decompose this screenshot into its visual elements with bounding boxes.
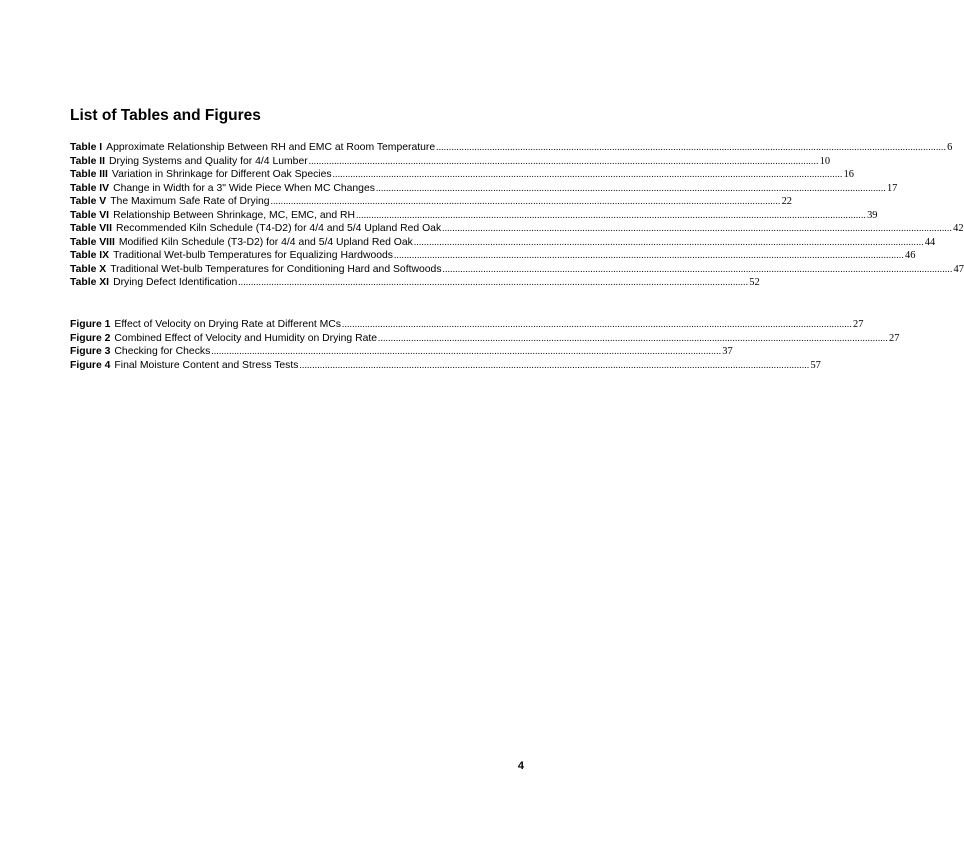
- toc-entry-page: 47: [953, 263, 964, 275]
- dot-leader: ........................................................................................................................................................................................................: [413, 236, 924, 247]
- toc-entry-page: 44: [924, 236, 936, 248]
- toc-entry-label: Table VIII: [70, 236, 115, 248]
- page-title: List of Tables and Figures: [70, 107, 261, 124]
- toc-entry-table-6: [70, 209, 878, 223]
- toc-entry-label: Figure 3: [70, 346, 111, 357]
- toc-entry-label: Table III: [70, 169, 108, 180]
- toc-entry-label: Table XI: [70, 277, 110, 288]
- toc-entry-title: Final Moisture Content and Stress Tests: [114, 359, 299, 371]
- dot-leader: ........................................................................................................................................................................................................: [442, 263, 953, 274]
- list-of-tables: [70, 141, 964, 290]
- toc-entry-label: Table V: [70, 196, 107, 207]
- toc-entry-title: Traditional Wet-bulb Temperatures for Conditioning Hard and Softwoods: [110, 263, 442, 275]
- dot-leader: ........................................................................................................................................................................................................: [299, 359, 810, 370]
- toc-entry-title: Effect of Velocity on Drying Rate at Different MCs: [114, 319, 342, 330]
- dot-leader: ........................................................................................................................................................................................................: [270, 196, 781, 206]
- toc-entry-label: Table II: [70, 155, 106, 167]
- toc-entry-table-4: [70, 182, 898, 196]
- toc-entry-page: 16: [843, 169, 854, 180]
- dot-leader: ........................................................................................................................................................................................................: [238, 277, 749, 287]
- dot-leader: ........................................................................................................................................................................................................: [375, 182, 886, 193]
- toc-entry-figure-4: [70, 359, 821, 373]
- toc-entry-page: 57: [810, 359, 821, 371]
- toc-entry-table-8: [70, 236, 936, 250]
- toc-entry-figure-3: [70, 345, 733, 359]
- toc-entry-page: 39: [867, 209, 878, 221]
- toc-entry-title: Drying Systems and Quality for 4/4 Lumber: [109, 155, 308, 167]
- toc-entry-page: 17: [886, 182, 898, 194]
- toc-entry-title: Approximate Relationship Between RH and EMC at Room Temperature: [106, 142, 436, 153]
- toc-entry-table-2: [70, 155, 831, 169]
- toc-entry-title: Traditional Wet-bulb Temperatures for Equalizing Hardwoods: [113, 250, 393, 261]
- toc-entry-page: 42: [953, 223, 964, 234]
- toc-entry-title: Relationship Between Shrinkage, MC, EMC, and RH: [113, 209, 356, 221]
- dot-leader: ........................................................................................................................................................................................................: [436, 142, 947, 152]
- dot-leader: ........................................................................................................................................................................................................: [442, 223, 953, 233]
- toc-entry-page: 52: [749, 277, 760, 288]
- toc-entry-label: Figure 4: [70, 359, 111, 371]
- toc-entry-label: Table I: [70, 142, 103, 153]
- toc-entry-page: 27: [853, 319, 864, 330]
- toc-entry-title: The Maximum Safe Rate of Drying: [110, 196, 270, 207]
- toc-entry-table-3: [70, 168, 854, 182]
- dot-leader: ........................................................................................................................................................................................................: [308, 155, 819, 166]
- toc-entry-label: Table VII: [70, 223, 112, 234]
- dot-leader: ........................................................................................................................................................................................................: [332, 169, 843, 179]
- toc-entry-title: Change in Width for a 3" Wide Piece When MC Changes: [113, 182, 375, 194]
- list-of-figures: [70, 318, 900, 372]
- toc-entry-page: 22: [781, 196, 792, 207]
- toc-entry-table-1: [70, 141, 953, 155]
- toc-entry-table-11: [70, 276, 760, 290]
- dot-leader: ........................................................................................................................................................................................................: [356, 209, 867, 220]
- dot-leader: ........................................................................................................................................................................................................: [394, 250, 904, 260]
- toc-entry-label: Figure 1: [70, 319, 111, 330]
- toc-entry-page: 37: [722, 346, 733, 357]
- toc-entry-title: Recommended Kiln Schedule (T4-D2) for 4/4 and 5/4 Upland Red Oak: [115, 223, 442, 234]
- toc-entry-figure-2: [70, 332, 900, 346]
- toc-entry-title: Combined Effect of Velocity and Humidity on Drying Rate: [114, 332, 378, 344]
- toc-entry-table-10: [70, 263, 964, 277]
- toc-entry-page: 10: [819, 155, 831, 167]
- toc-entry-table-5: [70, 195, 792, 209]
- toc-entry-page: 6: [947, 142, 953, 153]
- page-number: 4: [517, 760, 524, 772]
- toc-entry-label: Figure 2: [70, 332, 111, 344]
- dot-leader: ........................................................................................................................................................................................................: [342, 319, 853, 329]
- toc-entry-page: 27: [889, 332, 900, 344]
- toc-entry-table-7: [70, 222, 964, 236]
- dot-leader: ........................................................................................................................................................................................................: [378, 332, 889, 343]
- toc-entry-table-9: [70, 249, 916, 263]
- toc-entry-title: Modified Kiln Schedule (T3-D2) for 4/4 and 5/4 Upland Red Oak: [118, 236, 413, 248]
- toc-entry-label: Table IX: [70, 250, 110, 261]
- toc-entry-label: Table VI: [70, 209, 110, 221]
- toc-entry-label: Table X: [70, 263, 107, 275]
- toc-entry-label: Table IV: [70, 182, 110, 194]
- toc-entry-figure-1: [70, 318, 864, 332]
- toc-entry-title: Drying Defect Identification: [113, 277, 238, 288]
- toc-entry-page: 46: [905, 250, 916, 261]
- toc-entry-title: Variation in Shrinkage for Different Oak Species: [111, 169, 332, 180]
- dot-leader: ........................................................................................................................................................................................................: [211, 346, 722, 356]
- toc-entry-title: Checking for Checks: [114, 346, 211, 357]
